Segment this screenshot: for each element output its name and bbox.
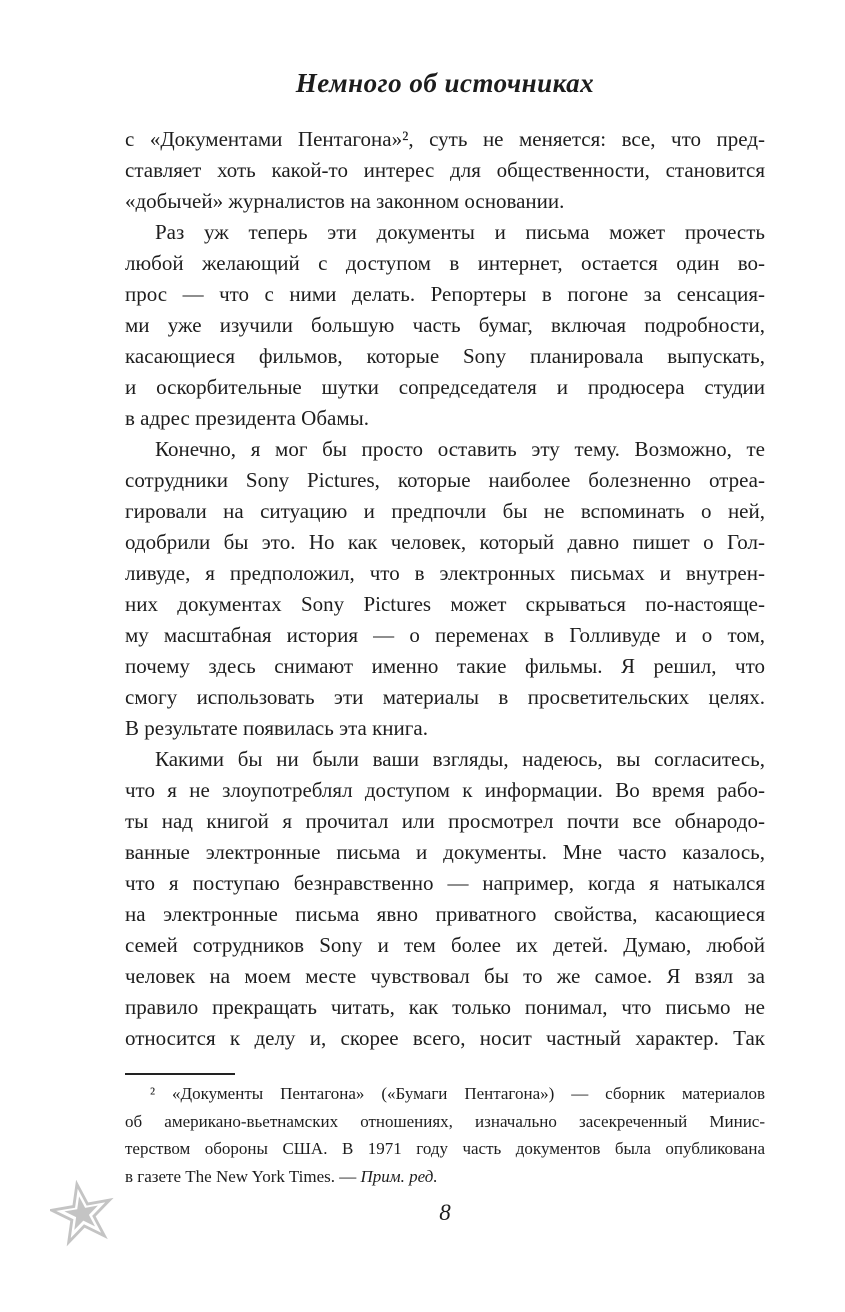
footnote-line bbox=[125, 1163, 765, 1191]
text-line: «добычей» журналистов на законном основании. bbox=[125, 189, 565, 213]
text-line: и оскорбительные шутки сопредседателя и продюсера студии bbox=[125, 375, 765, 399]
text-line: семей сотрудников Sony и тем более их детей. Думаю, любой bbox=[125, 933, 765, 957]
text-line: человек на моем месте чувствовал бы то же самое. Я взял за bbox=[125, 964, 765, 988]
body-text bbox=[125, 124, 765, 1054]
text-line: Конечно, я мог бы просто оставить эту тему. Возможно, те bbox=[155, 437, 765, 461]
text-line: с «Документами Пентагона»², суть не меняется: все, что пред- bbox=[125, 127, 765, 151]
text-line: Раз уж теперь эти документы и письма может прочесть bbox=[155, 220, 765, 244]
text-line: относится к делу и, скорее всего, носит частный характер. Так bbox=[125, 1026, 765, 1050]
text-line: В результате появилась эта книга. bbox=[125, 716, 428, 740]
footnote bbox=[125, 1080, 765, 1190]
text-line: касающиеся фильмов, которые Sony планировала выпускать, bbox=[125, 344, 765, 368]
text-line: почему здесь снимают именно такие фильмы. Я решил, что bbox=[125, 654, 765, 678]
footnote-line: терством обороны США. В 1971 году часть документов была опубликована bbox=[125, 1139, 765, 1158]
text-line: ми уже изучили большую часть бумаг, включая подробности, bbox=[125, 313, 765, 337]
text-line: прос — что с ними делать. Репортеры в погоне за сенсация- bbox=[125, 282, 765, 306]
text-line: одобрили бы это. Но как человек, который давно пишет о Гол- bbox=[125, 530, 765, 554]
text-line: Какими бы ни были ваши взгляды, надеюсь, вы согласитесь, bbox=[155, 747, 765, 771]
text-line: любой желающий с доступом в интернет, остается один во- bbox=[125, 251, 765, 275]
text-line: что я не злоупотреблял доступом к информации. Во время рабо- bbox=[125, 778, 765, 802]
text-line: ты над книгой я прочитал или просмотрел почти все обнародо- bbox=[125, 809, 765, 833]
text-line: сотрудники Sony Pictures, которые наиболее болезненно отреа- bbox=[125, 468, 765, 492]
text-line: ливуде, я предположил, что в электронных письмах и внутрен- bbox=[125, 561, 765, 585]
text-line: что я поступаю безнравственно — например, когда я натыкался bbox=[125, 871, 765, 895]
footnote-line: ² «Документы Пентагона» («Бумаги Пентагона») — сборник материалов bbox=[150, 1084, 765, 1103]
text-line: в адрес президента Обамы. bbox=[125, 406, 370, 430]
footnote-divider bbox=[125, 1073, 235, 1075]
publisher-star-icon bbox=[50, 1180, 114, 1250]
footnote-text: в газете The New York Times. — bbox=[125, 1166, 361, 1186]
text-line: них документах Sony Pictures может скрываться по-настояще- bbox=[125, 592, 765, 616]
text-line: смогу использовать эти материалы в просветительских целях. bbox=[125, 685, 765, 709]
text-line: гировали на ситуацию и предпочли бы не вспоминать о ней, bbox=[125, 499, 765, 523]
footnote-line: об американо-вьетнамских отношениях, изначально засекреченный Минис- bbox=[125, 1111, 765, 1131]
footnote-lines bbox=[125, 1080, 765, 1163]
text-line: ставляет хоть какой-то интерес для общественности, становится bbox=[125, 158, 765, 182]
footnote-attribution: Прим. ред. bbox=[360, 1166, 438, 1186]
page-number: 8 bbox=[439, 1200, 451, 1225]
text-line: правило прекращать читать, как только понимал, что письмо не bbox=[125, 995, 765, 1019]
text-line: ванные электронные письма и документы. Мне часто казалось, bbox=[125, 840, 765, 864]
section-heading: Немного об источниках bbox=[295, 68, 595, 98]
text-line: на электронные письма явно приватного свойства, касающиеся bbox=[125, 902, 765, 926]
text-line: му масштабная история — о переменах в Голливуде и о том, bbox=[125, 623, 765, 647]
